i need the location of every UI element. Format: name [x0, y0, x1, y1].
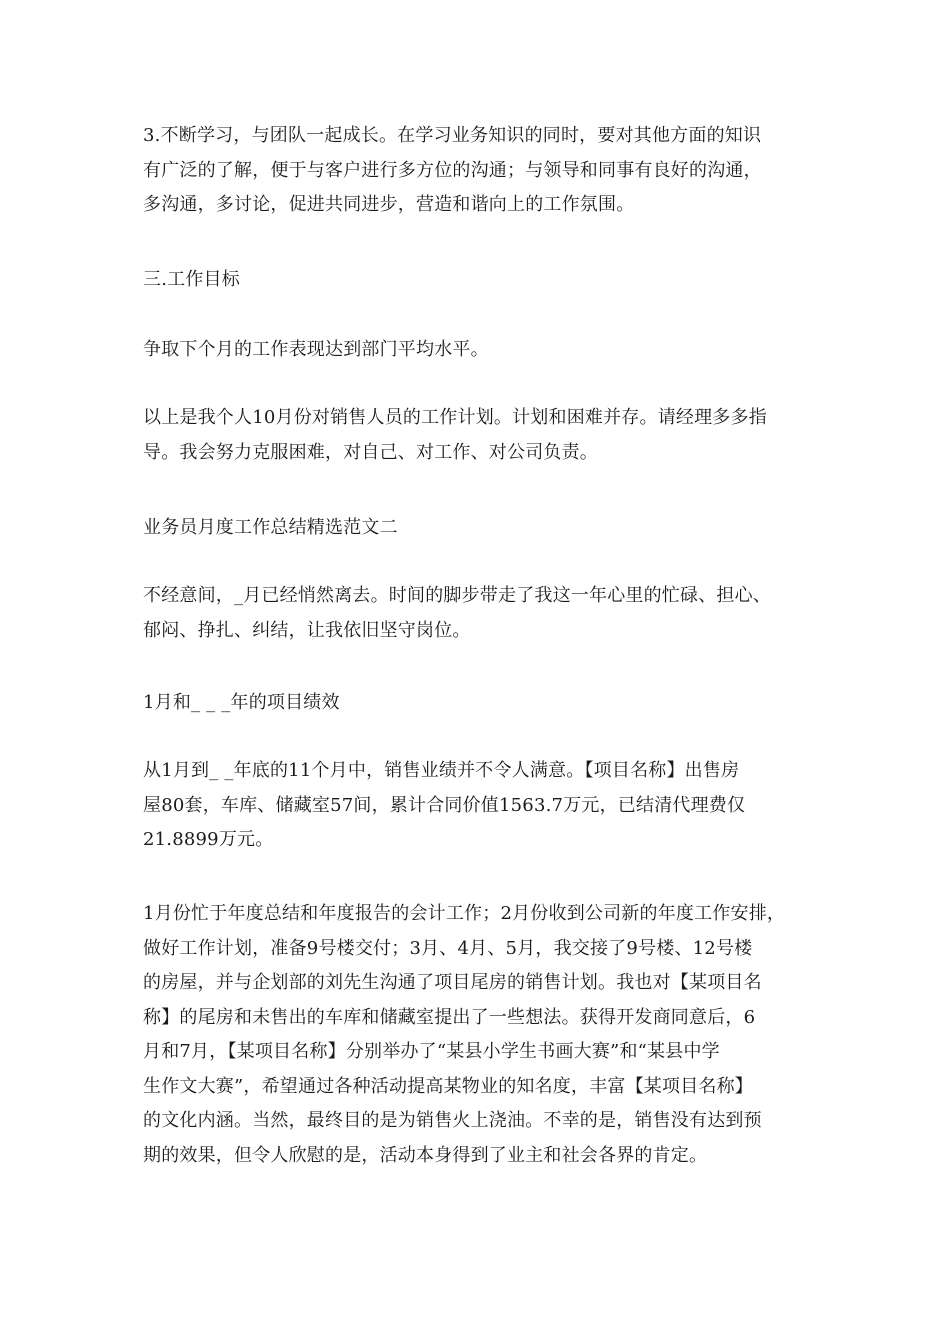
- text-line: 郁闷、挣扎、纠结，让我依旧坚守岗位。: [143, 619, 471, 641]
- paragraph-learning: [143, 119, 823, 223]
- paragraph-intro: [143, 579, 823, 648]
- text-line: 争取下个月的工作表现达到部门平均水平。: [143, 339, 489, 360]
- text-line: 多沟通，多讨论，促进共同进步，营造和谐向上的工作氛围。: [143, 194, 635, 215]
- text-line: 的文化内涵。当然，最终目的是为销售火上浇油。不幸的是，销售没有达到预: [143, 1110, 762, 1131]
- heading-text: 业务员月度工作总结精选范文二: [143, 517, 398, 538]
- text-line: 称】的尾房和未售出的车库和储藏室提出了一些想法。获得开发商同意后，6: [143, 1006, 756, 1028]
- paragraph-plan-summary: [143, 401, 823, 470]
- text-line: 3.不断学习，与团队一起成长。在学习业务知识的同时，要对其他方面的知识: [143, 125, 762, 146]
- text-line: 的房屋，并与企划部的刘先生沟通了项目尾房的销售计划。我也对【某项目名: [143, 972, 762, 993]
- article-title-two: [143, 511, 823, 546]
- text-line: 做好工作计划，准备9号楼交付；3月、4月、5月，我交接了9号楼、12号楼: [143, 937, 753, 959]
- text-line: 21.8899万元。: [143, 829, 274, 850]
- paragraph-monthly-work: [143, 897, 823, 1173]
- section-heading-performance: [143, 686, 823, 721]
- heading-text: 三.工作目标: [143, 269, 240, 290]
- text-line: 月和7月，【某项目名称】分别举办了“某县小学生书画大赛”和“某县中学: [143, 1041, 720, 1062]
- paragraph-goal: [143, 333, 823, 368]
- paragraph-sales-results: [143, 754, 823, 858]
- text-line: 有广泛的了解，便于与客户进行多方位的沟通；与领导和同事有良好的沟通，: [143, 159, 762, 181]
- text-line: 不经意间，_月已经悄然离去。时间的脚步带走了我这一年心里的忙碌、担心、: [143, 585, 771, 606]
- text-line: 以上是我个人10月份对销售人员的工作计划。计划和困难并存。请经理多多指: [143, 407, 767, 428]
- heading-text: 1月和_ _ _年的项目绩效: [143, 692, 340, 713]
- section-heading-goals: [143, 263, 823, 298]
- text-line: 生作文大赛”，希望通过各种活动提高某物业的知名度，丰富【某项目名称】: [143, 1075, 753, 1097]
- text-line: 期的效果，但令人欣慰的是，活动本身得到了业主和社会各界的肯定。: [143, 1144, 708, 1166]
- text-line: 从1月到_ _年底的11个月中，销售业绩并不令人满意。【项目名称】出售房: [143, 760, 740, 781]
- text-line: 屋80套，车库、储藏室57间，累计合同价值1563.7万元，已结清代理费仅: [143, 794, 746, 816]
- text-line: 导。我会努力克服困难，对自己、对工作、对公司负责。: [143, 441, 598, 463]
- text-line: 1月份忙于年度总结和年度报告的会计工作；2月份收到公司新的年度工作安排，: [143, 903, 786, 924]
